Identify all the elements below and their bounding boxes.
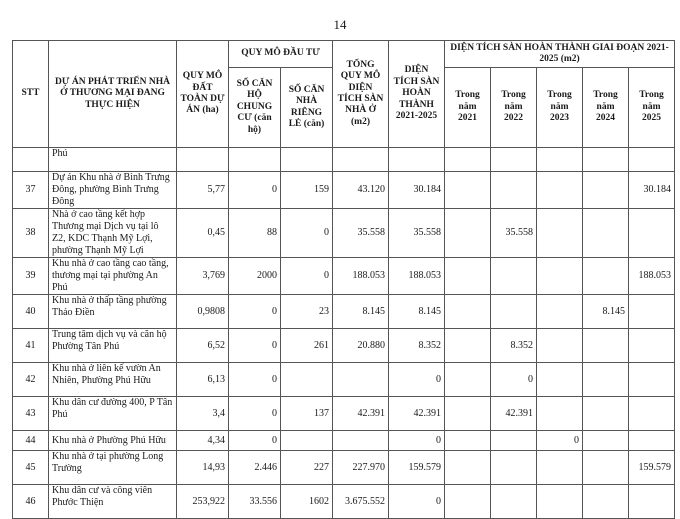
row-2021 (445, 209, 491, 258)
row-project-name: Nhà ở cao tầng kết hợp Thương mại Dịch vụ tại lô Z2, KDC Thạnh Mỹ Lợi, phường Thạnh Mỹ Lợi (49, 209, 177, 258)
row-2023 (537, 329, 583, 363)
continuation-row (13, 148, 675, 172)
row-area: 14,93 (177, 451, 229, 485)
row-apartments: 88 (229, 209, 281, 258)
row-houses (281, 431, 333, 451)
row-2021 (445, 295, 491, 329)
header-completed-floor: DIỆN TÍCH SÀN HOÀN THÀNH 2021-2025 (389, 41, 445, 148)
row-2024: 8.145 (583, 295, 629, 329)
header-2023: Trong năm 2023 (537, 68, 583, 148)
row-2023 (537, 451, 583, 485)
header-apartments: SỐ CĂN HỘ CHUNG CƯ (căn hộ) (229, 68, 281, 148)
row-2021 (445, 363, 491, 397)
row-2022 (491, 451, 537, 485)
header-houses: SỐ CĂN NHÀ RIÊNG LẺ (căn) (281, 68, 333, 148)
header-period-floor: DIỆN TÍCH SÀN HOÀN THÀNH GIAI ĐOẠN 2021-2025 (m2) (445, 41, 675, 68)
row-2022: 0 (491, 363, 537, 397)
row-2021 (445, 258, 491, 295)
row-total-floor (333, 431, 389, 451)
row-2023 (537, 172, 583, 209)
row-project-name: Dự án Khu nhà ở Bình Trưng Đông, phường Bình Trưng Đông (49, 172, 177, 209)
page-number: 14 (333, 17, 347, 32)
row-area: 253,922 (177, 485, 229, 519)
row-total-floor: 3.675.552 (333, 485, 389, 519)
row-project-name: Khu nhà ở liên kế vườn An Nhiên, Phường Phú Hữu (49, 363, 177, 397)
row-stt: 37 (13, 172, 49, 209)
table-row (13, 329, 675, 363)
row-completed-floor: 159.579 (389, 451, 445, 485)
row-stt: 44 (13, 431, 49, 451)
row-2023 (537, 363, 583, 397)
table-header-row (13, 41, 675, 68)
row-apartments: 0 (229, 363, 281, 397)
row-houses: 1602 (281, 485, 333, 519)
header-investment-scale: QUY MÔ ĐẦU TƯ (229, 41, 333, 68)
header-2024: Trong năm 2024 (583, 68, 629, 148)
row-2024 (583, 172, 629, 209)
row-2022 (491, 295, 537, 329)
row-2024 (583, 363, 629, 397)
table-row (13, 172, 675, 209)
row-houses: 261 (281, 329, 333, 363)
row-2025 (629, 295, 675, 329)
row-area: 0,45 (177, 209, 229, 258)
row-completed-floor: 42.391 (389, 397, 445, 431)
row-completed-floor: 35.558 (389, 209, 445, 258)
row-2023 (537, 209, 583, 258)
row-area: 3,4 (177, 397, 229, 431)
row-2022 (491, 172, 537, 209)
row-apartments: 2000 (229, 258, 281, 295)
row-project-name: Khu nhà ở cao tầng cao tầng, thương mại tại phường An Phú (49, 258, 177, 295)
header-total-floor: TỔNG QUY MÔ DIỆN TÍCH SÀN NHÀ Ở (m2) (333, 41, 389, 148)
row-2024 (583, 258, 629, 295)
table-row (13, 258, 675, 295)
continuation-text: Phú (49, 148, 177, 172)
row-stt: 43 (13, 397, 49, 431)
row-total-floor: 20.880 (333, 329, 389, 363)
header-2021: Trong năm 2021 (445, 68, 491, 148)
row-area: 5,77 (177, 172, 229, 209)
row-completed-floor: 0 (389, 431, 445, 451)
row-apartments: 2.446 (229, 451, 281, 485)
row-houses: 0 (281, 209, 333, 258)
row-stt: 39 (13, 258, 49, 295)
table-row (13, 363, 675, 397)
header-area: QUY MÔ ĐẤT TOÀN DỰ ÁN (ha) (177, 41, 229, 148)
row-2025 (629, 329, 675, 363)
row-2022 (491, 258, 537, 295)
row-project-name: Khu nhà ở thấp tầng phường Thảo Điền (49, 295, 177, 329)
row-2024 (583, 431, 629, 451)
row-completed-floor: 0 (389, 485, 445, 519)
row-completed-floor: 0 (389, 363, 445, 397)
row-project-name: Khu nhà ở Phường Phú Hữu (49, 431, 177, 451)
row-houses: 227 (281, 451, 333, 485)
row-apartments: 0 (229, 295, 281, 329)
row-2025 (629, 485, 675, 519)
row-houses: 23 (281, 295, 333, 329)
table-row (13, 431, 675, 451)
housing-projects-table (12, 40, 675, 519)
row-project-name: Khu dân cư và công viên Phước Thiện (49, 485, 177, 519)
row-2025 (629, 209, 675, 258)
row-2021 (445, 485, 491, 519)
row-2021 (445, 172, 491, 209)
row-total-floor: 227.970 (333, 451, 389, 485)
row-2025 (629, 397, 675, 431)
row-total-floor (333, 363, 389, 397)
table-row (13, 209, 675, 258)
row-project-name: Trung tâm dịch vụ và căn hộ Phường Tân Phú (49, 329, 177, 363)
row-2022 (491, 431, 537, 451)
row-area: 6,13 (177, 363, 229, 397)
row-houses: 137 (281, 397, 333, 431)
row-2022: 42.391 (491, 397, 537, 431)
row-apartments: 0 (229, 431, 281, 451)
row-completed-floor: 8.145 (389, 295, 445, 329)
row-stt: 45 (13, 451, 49, 485)
row-2023 (537, 485, 583, 519)
row-2021 (445, 431, 491, 451)
continuation-stt-cell (13, 148, 49, 172)
table-row (13, 485, 675, 519)
row-apartments: 0 (229, 329, 281, 363)
row-apartments: 0 (229, 172, 281, 209)
table-row (13, 397, 675, 431)
row-stt: 46 (13, 485, 49, 519)
row-houses: 0 (281, 258, 333, 295)
row-2025 (629, 431, 675, 451)
row-total-floor: 43.120 (333, 172, 389, 209)
row-2021 (445, 329, 491, 363)
row-area: 0,9808 (177, 295, 229, 329)
row-2023 (537, 295, 583, 329)
row-area: 4,34 (177, 431, 229, 451)
row-apartments: 0 (229, 397, 281, 431)
row-2022: 8.352 (491, 329, 537, 363)
row-stt: 41 (13, 329, 49, 363)
row-2024 (583, 451, 629, 485)
row-completed-floor: 8.352 (389, 329, 445, 363)
row-houses: 159 (281, 172, 333, 209)
row-2025: 159.579 (629, 451, 675, 485)
row-2023: 0 (537, 431, 583, 451)
row-2022: 35.558 (491, 209, 537, 258)
row-stt: 40 (13, 295, 49, 329)
row-stt: 42 (13, 363, 49, 397)
row-houses (281, 363, 333, 397)
row-2023 (537, 397, 583, 431)
header-stt: STT (13, 41, 49, 148)
table-row (13, 295, 675, 329)
row-2023 (537, 258, 583, 295)
table-row (13, 451, 675, 485)
row-apartments: 33.556 (229, 485, 281, 519)
row-total-floor: 188.053 (333, 258, 389, 295)
row-2025: 30.184 (629, 172, 675, 209)
row-2022 (491, 485, 537, 519)
row-2024 (583, 397, 629, 431)
row-2025: 188.053 (629, 258, 675, 295)
row-2024 (583, 485, 629, 519)
row-completed-floor: 188.053 (389, 258, 445, 295)
header-2022: Trong năm 2022 (491, 68, 537, 148)
row-2024 (583, 329, 629, 363)
row-total-floor: 42.391 (333, 397, 389, 431)
row-2024 (583, 209, 629, 258)
row-area: 6,52 (177, 329, 229, 363)
row-2025 (629, 363, 675, 397)
row-2021 (445, 397, 491, 431)
row-area: 3,769 (177, 258, 229, 295)
row-completed-floor: 30.184 (389, 172, 445, 209)
row-total-floor: 35.558 (333, 209, 389, 258)
row-project-name: Khu nhà ở tại phường Long Trường (49, 451, 177, 485)
header-2025: Trong năm 2025 (629, 68, 675, 148)
row-stt: 38 (13, 209, 49, 258)
row-project-name: Khu dân cư đường 400, P Tân Phú (49, 397, 177, 431)
row-2021 (445, 451, 491, 485)
header-project: DỰ ÁN PHÁT TRIỂN NHÀ Ở THƯƠNG MẠI ĐANG THỰC HIỆN (49, 41, 177, 148)
row-total-floor: 8.145 (333, 295, 389, 329)
